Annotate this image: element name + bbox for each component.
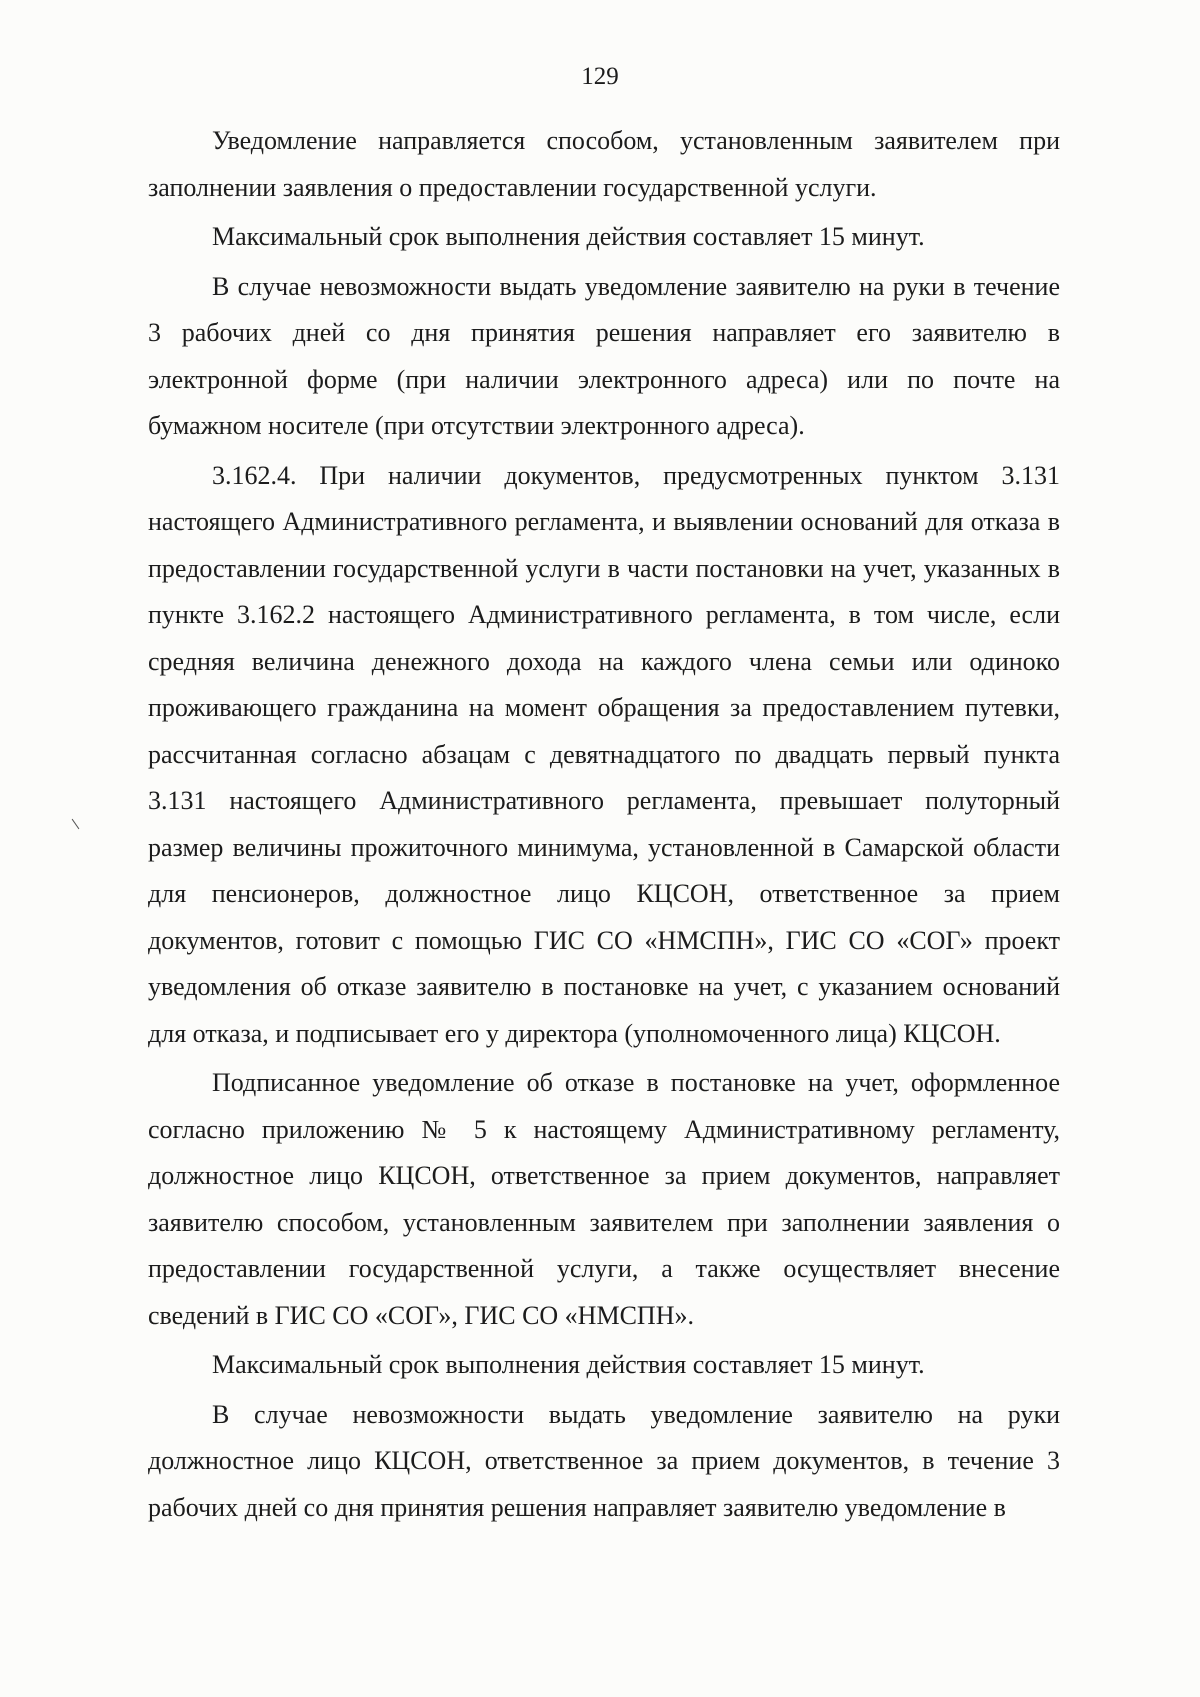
paragraph-signed-refusal: Подписанное уведомление об отказе в постановке на учет, оформленное согласно приложению № 5 к настоящему Административному регламенту, должностное лицо КЦСОН, ответственное за прием документов, направляет заявителю способом, установленным заявителем при заполнении заявления о предоставлении государственной услуги, а также осуществляет внесение сведений в ГИС СО «СОГ», ГИС СО «НМСПН».: [148, 1068, 1060, 1330]
page-number: 129: [581, 63, 619, 90]
paragraph-max-time-1: Максимальный срок выполнения действия составляет 15 минут.: [212, 222, 925, 251]
paragraph-3-162-4: 3.162.4. При наличии документов, предусмотренных пунктом 3.131 настоящего Административного регламента, и выявлении оснований для отказа в предоставлении государственной услуги в части постановки на учет, указанных в пункте 3.162.2 настоящего Административного регламента, в том числе, если средняя величина денежного дохода на каждого члена семьи или одиноко проживающего гражданина на момент обращения за предоставлением путевки, рассчитанная согласно абзацам с девятнадцатого по двадцать первый пункта 3.131 настоящего Административного регламента, превышает полуторный размер величины прожиточного минимума, установленной в Самарской области для пенсионеров, должностное лицо КЦСОН, ответственное за прием документов, готовит с помощью ГИС СО «НМСПН», ГИС СО «СОГ» проект уведомления об отказе заявителю в постановке на учет, с указанием оснований для отказа, и подписывает его у директора (уполномоченного лица) КЦСОН.: [148, 460, 1060, 1048]
document-body: [148, 118, 1060, 1534]
paragraph-notification-method: Уведомление направляется способом, установленным заявителем при заполнении заявления о предоставлении государственной услуги.: [148, 126, 1060, 202]
paragraph-delivery-fallback-2: В случае невозможности выдать уведомление заявителю на руки должностное лицо КЦСОН, ответственное за прием документов, в течение 3 рабочих дней со дня принятия решения направляет заявителю уведомление в: [148, 1399, 1060, 1522]
scan-artifact-mark: [72, 819, 80, 829]
paragraph-max-time-2: Максимальный срок выполнения действия составляет 15 минут.: [212, 1350, 925, 1379]
paragraph-delivery-fallback: В случае невозможности выдать уведомление заявителю на руки в течение 3 рабочих дней со дня принятия решения направляет его заявителю в электронной форме (при наличии электронного адреса) или по почте на бумажном носителе (при отсутствии электронного адреса).: [148, 271, 1060, 440]
